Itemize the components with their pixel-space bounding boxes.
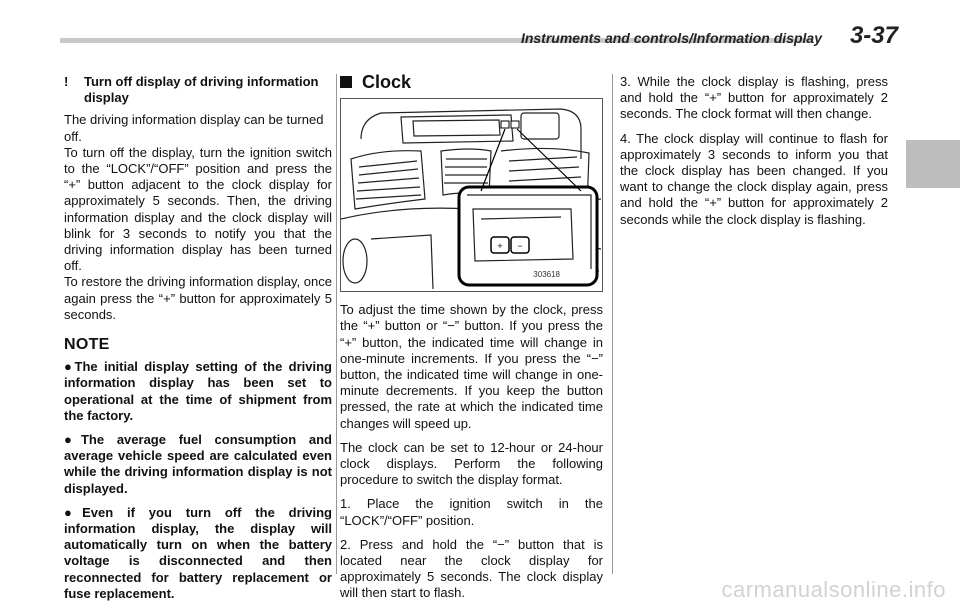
- body-paragraph: To adjust the time shown by the clock, press the “+” button or “−” button. If you press the “+” button, the indicated time will change in one-minute increments. If you press the “−” button, the indicated time will change in one-minute decrements. If you keep the button pressed, the rate at which the indicated time changes will speed up.: [340, 302, 603, 431]
- section-square-icon: [340, 76, 352, 88]
- note-label: NOTE: [64, 336, 110, 354]
- heading-marker: !: [64, 74, 69, 89]
- step-item: 3. While the clock display is flashing, press and hold the “+” button for approximately 2 seconds. The clock format will then change.: [620, 74, 888, 122]
- middle-column: [340, 74, 603, 610]
- section-heading: [340, 74, 603, 90]
- watermark: carmanualsonline.info: [721, 577, 946, 602]
- step-item: 2. Press and hold the “−” button that is located near the clock display for approximately 5 seconds. The clock display will then start to flash.: [340, 536, 603, 601]
- body-paragraph: The driving information display can be turned off.: [64, 112, 324, 144]
- header-section-title: Instruments and controls/Information display: [520, 30, 822, 46]
- section-title: Clock: [362, 72, 412, 92]
- body-paragraph: The clock can be set to 12-hour or 24-hour clock displays. Perform the following procedure to switch the display format.: [340, 439, 603, 488]
- note-item: ●The average fuel consumption and average vehicle speed are calculated even while the driving information display is not displayed.: [64, 432, 332, 496]
- chapter-tab: [906, 140, 960, 188]
- heading-text: Turn off display of driving information display: [84, 74, 319, 106]
- left-column: [64, 74, 332, 610]
- note-item: ●Even if you turn off the driving information display, the display will automatically turn on when the battery voltage is disconnected and then reconnected for battery replacement or fuse replacement.: [64, 504, 332, 601]
- body-paragraph: To restore the driving information display, once again press the “+” button for approximately 5 seconds.: [64, 274, 332, 322]
- step-item: 4. The clock display will continue to flash for approximately 3 seconds to inform you that the clock display has been changed. If you want to change the clock display again, press and hold the “+” button for approximately 2 seconds while the clock display is flashing.: [620, 130, 888, 227]
- column-divider-1: [336, 74, 337, 574]
- step-item: 1. Place the ignition switch in the “LOCK”/“OFF” position.: [340, 496, 603, 528]
- right-column: [620, 74, 888, 236]
- figure-number: 303618: [533, 270, 560, 279]
- note-item: ●The initial display setting of the driving information display has been set to operational at the time of shipment from the factory.: [64, 359, 332, 423]
- svg-text:+: +: [497, 241, 503, 252]
- column-divider-2: [612, 74, 613, 574]
- subsection-heading: [64, 74, 332, 106]
- body-paragraph: To turn off the display, turn the ignition switch to the “LOCK”/“OFF” position and press the “+” button adjacent to the clock display for approximately 5 seconds. Then, the driving information display and the clock display will blink for 3 seconds to notify you that the driving information display has been turned off.: [64, 144, 332, 274]
- svg-text:−: −: [517, 241, 523, 252]
- dashboard-illustration: [341, 99, 602, 291]
- clock-figure: [340, 98, 603, 292]
- page-number: 3-37: [849, 22, 898, 49]
